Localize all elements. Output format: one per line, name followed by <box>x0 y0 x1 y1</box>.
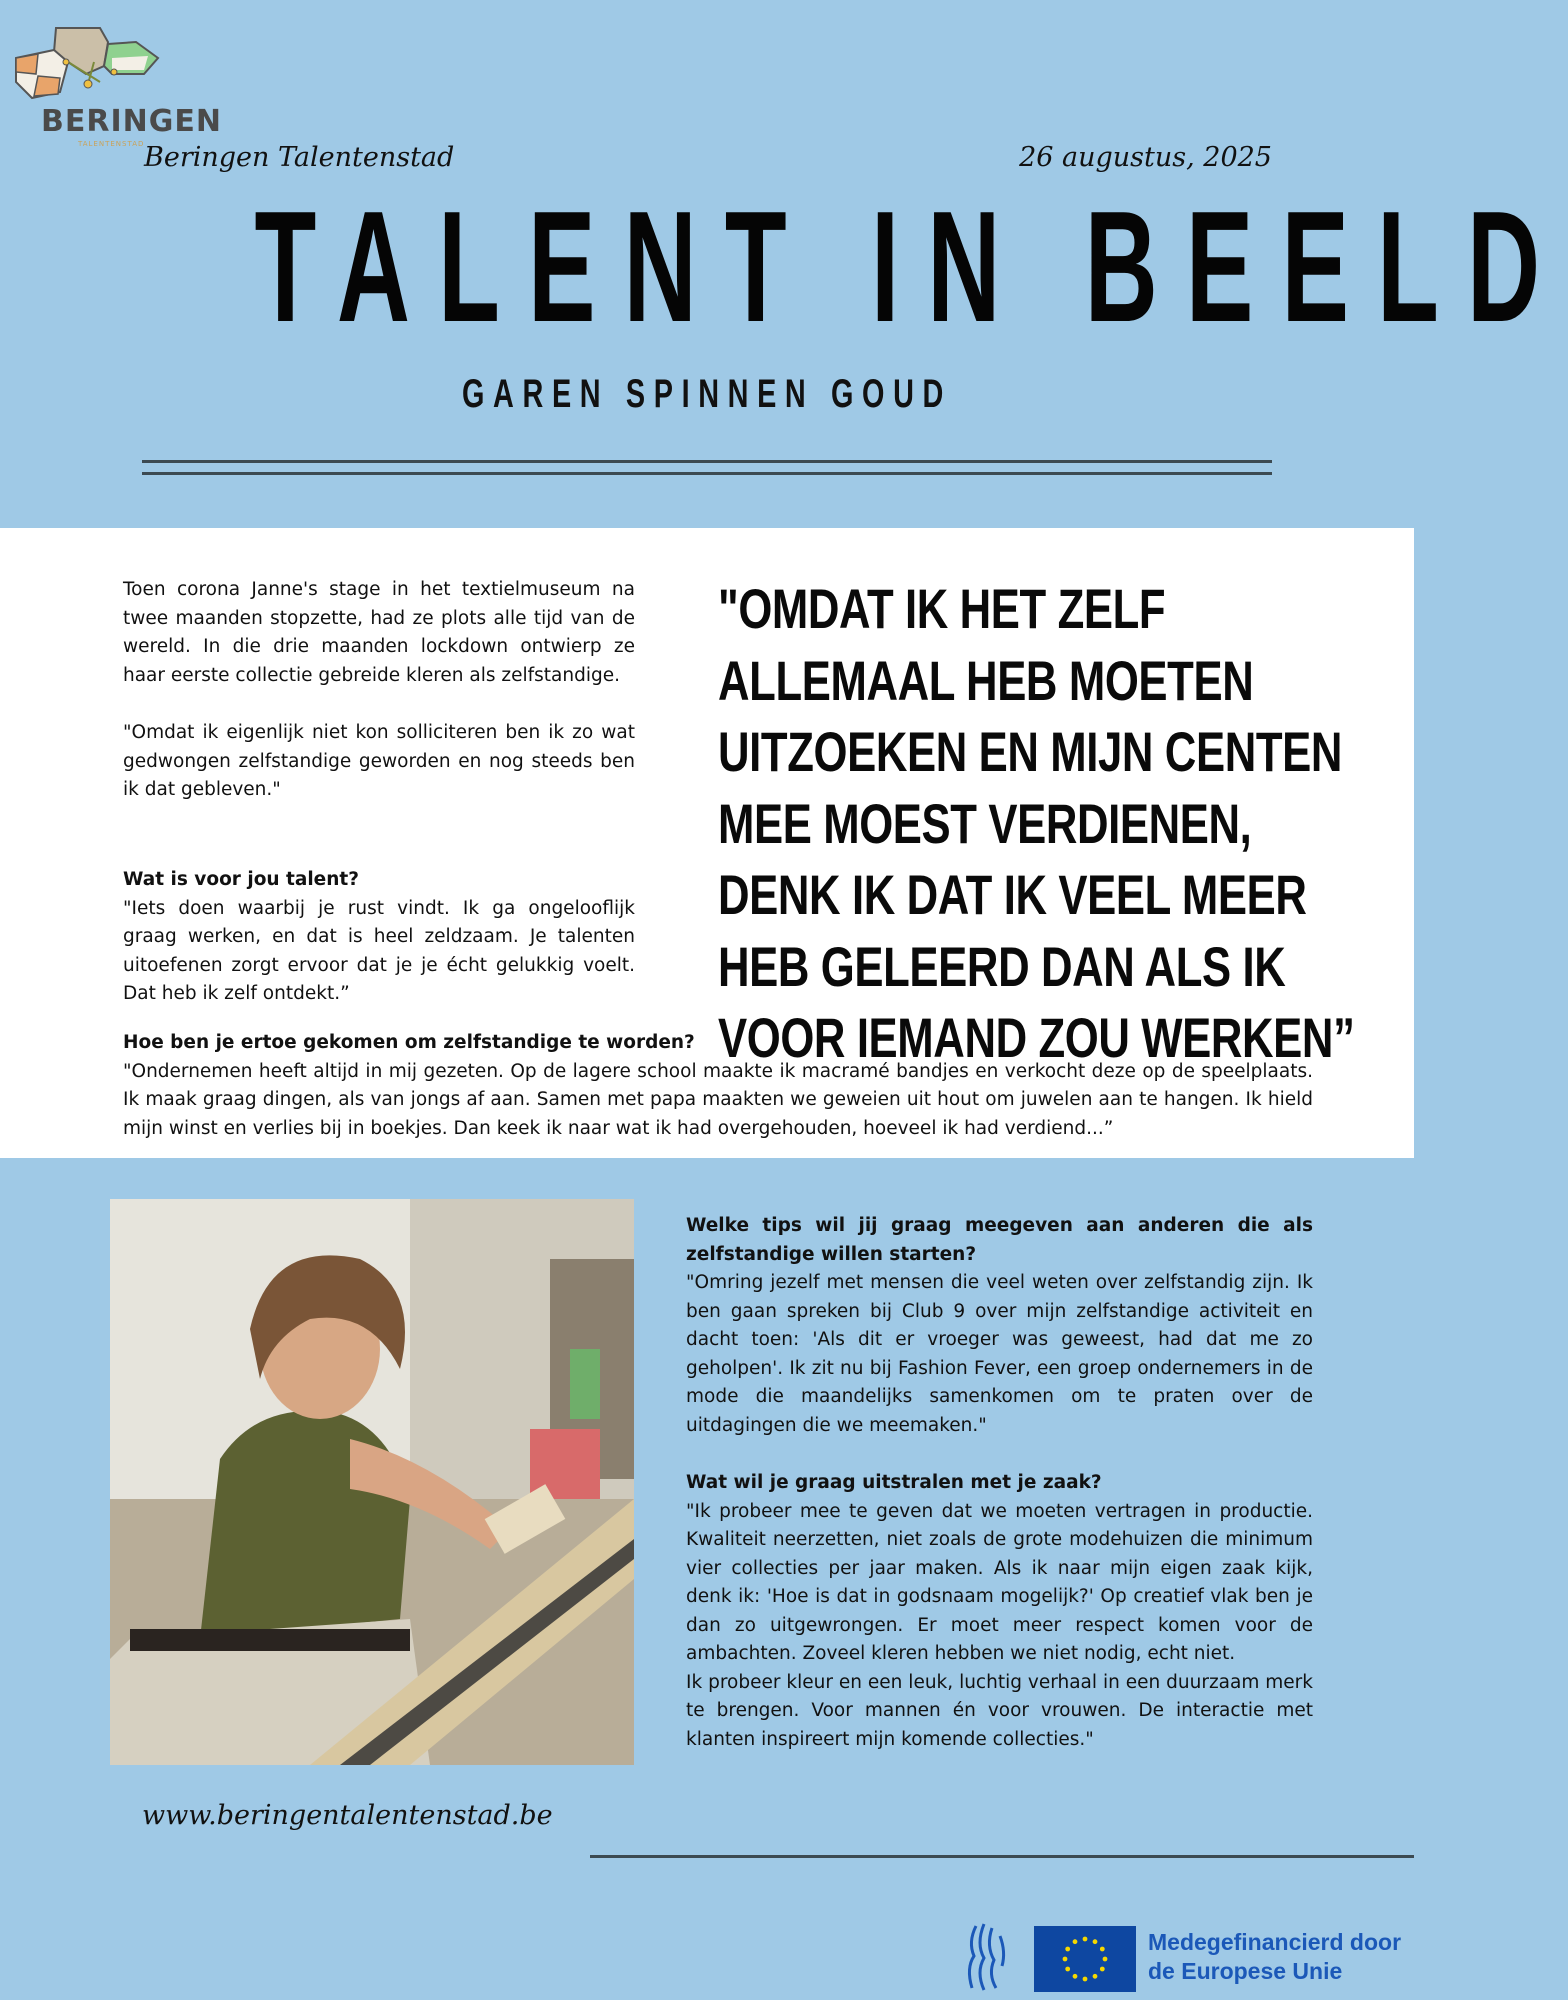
question-talent: Wat is voor jou talent? <box>123 869 359 890</box>
intro-text-2: "Omdat ik eigenlijk niet kon solliciteren ben ik zo wat gedwongen zelfstandige geworden en nog steeds ben ik dat gebleven." <box>123 722 635 800</box>
qa-becoming-entrepreneur <box>123 1029 1313 1143</box>
logo-wordmark: BERINGEN <box>41 104 222 139</box>
eu-text-line-1: Medegefinancierd door <box>1148 1929 1402 1955</box>
page-title: TALENT IN BEELD <box>254 179 1568 355</box>
pull-quote: "OMDAT IK HET ZELF ALLEMAAL HEB MOETEN UITZOEKEN EN MIJN CENTEN MEE MOEST VERDIENEN, DENK IK DAT IK VEEL MEER HEB GELEERD DAN ALS IK VOOR IEMAND ZOU WERKEN” <box>718 577 1355 1069</box>
footer-rule <box>590 1855 1414 1858</box>
page-subtitle: GAREN SPINNEN GOUD <box>462 372 952 416</box>
website-link[interactable]: www.beringentalentenstad.be <box>142 1800 553 1831</box>
qa-tips <box>686 1212 1313 1440</box>
qa-talent <box>123 866 635 1009</box>
answer-message-continued: Ik probeer kleur en een leuk, luchtig verhaal in een duurzaam merk te brengen. Voor mannen én voor vrouwen. De interactie met klanten inspireert mijn komende collecties." <box>686 1671 1313 1750</box>
beringen-logo <box>8 22 222 148</box>
eu-text-line-2: de Europese Unie <box>1148 1958 1343 1984</box>
answer-tips: "Omring jezelf met mensen die veel weten over zelfstandig zijn. Ik ben gaan spreken bij Club 9 over mijn zelfstandige activiteit en dacht toen: 'Als dit er vroeger was geweest, had dat me zo geholpen'. Ik zit nu bij Fashion Fever, een groep ondernemers in de mode die maandelijks samenkomen om te praten over de uitdagingen die we meemaken." <box>686 1272 1313 1436</box>
intro-text-1: Toen corona Janne's stage in het textielmuseum na twee maanden stopzette, had ze plots alle tijd van de wereld. In die drie maanden lockdown ontwierp ze haar eerste collectie gebreide kleren als zelfstandige. <box>123 579 635 686</box>
qa-message <box>686 1469 1313 1754</box>
question-message: Wat wil je graag uitstralen met je zaak? <box>686 1472 1102 1493</box>
question-becoming-entrepreneur: Hoe ben je ertoe gekomen om zelfstandige te worden? <box>123 1032 695 1053</box>
answer-becoming-entrepreneur: "Ondernemen heeft altijd in mij gezeten. Op de lagere school maakte ik macramé bandjes en verkocht deze op de speelplaats. Ik maak graag dingen, als van jongs af aan. Samen met papa maakten we geweien uit hout om juwelen aan te hangen. Ik hield mijn winst en verlies bij in boekjes. Dan keek ik naar wat ik had overgehouden, hoeveel ik had verdiend...” <box>123 1060 1313 1139</box>
question-tips: Welke tips wil jij graag meegeven aan anderen die als zelfstandige willen starten? <box>686 1215 1313 1265</box>
organization-name: Beringen Talentenstad <box>144 142 455 173</box>
eu-flag-icon <box>1034 1926 1136 1992</box>
issue-date: 26 augustus, 2025 <box>1019 142 1272 173</box>
photo-knitting-woman <box>110 1199 634 1765</box>
logo-subtext: TALENTENSTAD <box>78 140 145 148</box>
answer-talent: "Iets doen waarbij je rust vindt. Ik ga ongelooflijk graag werken, en dat is heel zeldzaam. Je talenten uitoefenen zorgt ervoor dat je je écht gelukkig voelt. Dat heb ik zelf ontdekt.” <box>123 897 635 1004</box>
answer-message: "Ik probeer mee te geven dat we moeten vertragen in productie. Kwaliteit neerzetten, niet zoals de grote modehuizen die minimum vier collecties per jaar maken. Als ik naar mijn eigen zaak kijk, denk ik: 'Hoe is dat in godsnaam mogelijk?' Op creatief vlak ben je dan zo uitgewrongen. Er moet meer respect komen voor de ambachten. Zoveel kleren hebben we niet nodig, echt niet. <box>686 1500 1313 1664</box>
intro-paragraph-1 <box>123 576 635 690</box>
intro-paragraph-2 <box>123 719 635 805</box>
portrait-photo <box>110 1199 634 1765</box>
header-rule-top <box>142 460 1272 463</box>
flemish-lion-icon <box>962 1922 1010 1992</box>
eu-funding-text <box>1148 1928 1401 1986</box>
header-rule-bottom <box>142 472 1272 475</box>
